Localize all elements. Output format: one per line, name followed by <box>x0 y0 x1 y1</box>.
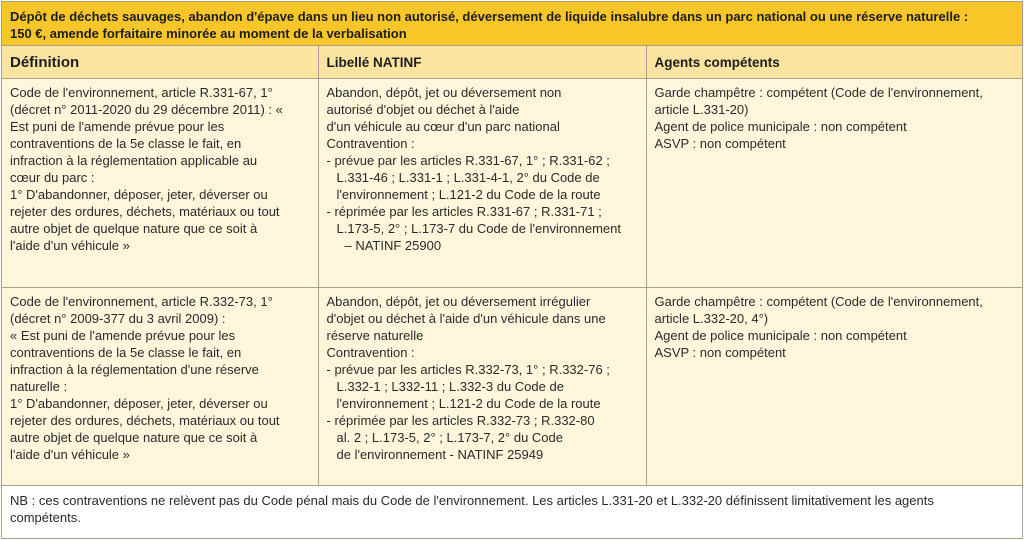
header-definition: Définition <box>2 46 318 79</box>
text-line: d'objet ou déchet à l'aide d'un véhicule dans une <box>326 311 606 326</box>
text-line: - réprimée par les articles R.332-73 ; R.332-80 <box>326 413 595 428</box>
text-line: L.331-46 ; L.331-1 ; L.331-4-1, 2° du Code de <box>336 170 600 185</box>
text-line: - prévue par les articles R.331-67, 1° ; R.331-62 ; <box>326 153 610 168</box>
text-line: Contravention : <box>326 136 415 151</box>
text-line: Est puni de l'amende prévue pour les <box>10 119 225 134</box>
text-line: réserve naturelle <box>326 328 424 343</box>
text-line: de l'environnement - NATINF 25949 <box>336 447 544 462</box>
text-line: cœur du parc : <box>10 170 95 185</box>
text-line: Abandon, dépôt, jet ou déversement irrégulier <box>326 294 591 309</box>
text-line: (décret n° 2011-2020 du 29 décembre 2011) : « <box>10 102 283 117</box>
text-line: Garde champêtre : compétent (Code de l'environnement, <box>654 294 983 309</box>
text-line: l'aide d'un véhicule » <box>10 238 130 253</box>
offense-table <box>2 46 1022 486</box>
text-line: infraction à la réglementation applicable au <box>10 153 258 168</box>
cell-libelle <box>318 79 646 288</box>
text-line: autorisé d'objet ou déchet à l'aide <box>326 102 520 117</box>
text-line: autre objet de quelque nature que ce soit à <box>10 221 258 236</box>
text-line: autre objet de quelque nature que ce soit à <box>10 430 258 445</box>
header-row <box>2 46 1022 79</box>
text-line: l'environnement ; L.121-2 du Code de la route <box>336 187 601 202</box>
text-line: Agent de police municipale : non compétent <box>654 328 907 343</box>
text-line: Agent de police municipale : non compétent <box>654 119 907 134</box>
text-line: - prévue par les articles R.332-73, 1° ; R.332-76 ; <box>326 362 610 377</box>
text-line: « Est puni de l'amende prévue pour les <box>10 328 236 343</box>
header-libelle: Libellé NATINF <box>318 46 646 79</box>
text-line: article L.331-20) <box>654 102 749 117</box>
text-line: L.332-1 ; L332-11 ; L.332-3 du Code de <box>336 379 564 394</box>
cell-libelle <box>318 288 646 486</box>
text-line: - réprimée par les articles R.331-67 ; R.331-71 ; <box>326 204 602 219</box>
table-row <box>2 288 1022 486</box>
text-line: ASVP : non compétent <box>654 136 786 151</box>
document-table <box>1 1 1023 539</box>
text-line: infraction à la réglementation d'une réserve <box>10 362 259 377</box>
text-line: article L.332-20, 4°) <box>654 311 769 326</box>
text-line: rejeter des ordures, déchets, matériaux ou tout <box>10 413 280 428</box>
text-line: l'aide d'un véhicule » <box>10 447 130 462</box>
cell-definition <box>2 288 318 486</box>
header-agents: Agents compétents <box>646 46 1022 79</box>
banner-line-1: Dépôt de déchets sauvages, abandon d'épave dans un lieu non autorisé, déversement de liquide insalubre dans un parc national ou une réserve naturelle : <box>10 9 969 24</box>
text-line: d'un véhicule au cœur d'un parc national <box>326 119 560 134</box>
table-row <box>2 79 1022 288</box>
text-line: – NATINF 25900 <box>344 238 442 253</box>
text-line: 1° D'abandonner, déposer, jeter, déverser ou <box>10 396 268 411</box>
cell-agents <box>646 288 1022 486</box>
banner-line-2: 150 €, amende forfaitaire minorée au moment de la verbalisation <box>10 26 407 41</box>
footnote <box>2 486 1022 526</box>
text-line: Code de l'environnement, article R.331-67, 1° <box>10 85 273 100</box>
text-line: rejeter des ordures, déchets, matériaux ou tout <box>10 204 280 219</box>
text-line: contraventions de la 5e classe le fait, en <box>10 345 242 360</box>
text-line: (décret n° 2009-377 du 3 avril 2009) : <box>10 311 226 326</box>
text-line: Code de l'environnement, article R.332-73, 1° <box>10 294 273 309</box>
text-line: l'environnement ; L.121-2 du Code de la route <box>336 396 601 411</box>
cell-agents <box>646 79 1022 288</box>
text-line: contraventions de la 5e classe le fait, en <box>10 136 242 151</box>
text-line: L.173-5, 2° ; L.173-7 du Code de l'environnement <box>336 221 621 236</box>
text-line: naturelle : <box>10 379 68 394</box>
text-line: Contravention : <box>326 345 415 360</box>
text-line: ASVP : non compétent <box>654 345 786 360</box>
text-line: Garde champêtre : compétent (Code de l'environnement, <box>654 85 983 100</box>
text-line: 1° D'abandonner, déposer, jeter, déverser ou <box>10 187 268 202</box>
text-line: Abandon, dépôt, jet ou déversement non <box>326 85 562 100</box>
footnote-line-2: compétents. <box>10 510 81 525</box>
cell-definition <box>2 79 318 288</box>
text-line: al. 2 ; L.173-5, 2° ; L.173-7, 2° du Code <box>336 430 563 445</box>
footnote-line-1: NB : ces contraventions ne relèvent pas du Code pénal mais du Code de l'environnement. Les articles L.331-20 et L.332-20 définissent limitativement les agents <box>10 493 934 508</box>
table-banner <box>2 2 1022 46</box>
